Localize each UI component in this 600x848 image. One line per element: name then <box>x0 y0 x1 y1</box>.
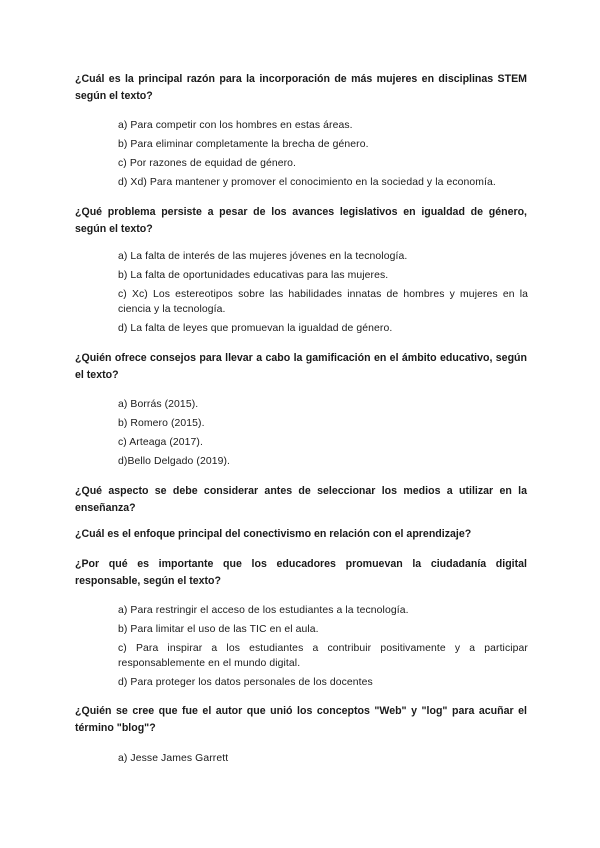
option-1c: c) Por razones de equidad de género. <box>118 158 297 169</box>
option-6c: c) Para inspirar a los estudiantes a contribuir positivamente y a participar responsablemente en el mundo digital. <box>118 643 528 669</box>
question-4: ¿Qué aspecto se debe considerar antes de seleccionar los medios a utilizar en la enseñanza? <box>75 485 527 514</box>
option-3c: c) Arteaga (2017). <box>118 437 203 448</box>
option-3b: b) Romero (2015). <box>118 418 205 429</box>
option-3a: a) Borrás (2015). <box>118 399 199 410</box>
question-3-options <box>118 397 528 473</box>
question-7-options <box>118 751 528 770</box>
option-6d: d) Para proteger los datos personales de los docentes <box>118 677 373 688</box>
question-6-options <box>118 603 528 694</box>
question-1-options <box>118 118 528 194</box>
question-3: ¿Quién ofrece consejos para llevar a cabo la gamificación en el ámbito educativo, según el texto? <box>75 352 527 381</box>
option-6b: b) Para limitar el uso de las TIC en el aula. <box>118 624 319 635</box>
option-3d: d)Bello Delgado (2019). <box>118 456 231 467</box>
question-6: ¿Por qué es importante que los educadores promuevan la ciudadanía digital responsable, según el texto? <box>75 558 527 587</box>
question-2-options <box>118 249 528 340</box>
option-1d: d) Xd) Para mantener y promover el conocimiento en la sociedad y la economía. <box>118 177 496 188</box>
option-2b: b) La falta de oportunidades educativas para las mujeres. <box>118 270 389 281</box>
option-1a: a) Para competir con los hombres en estas áreas. <box>118 120 353 131</box>
option-2c: c) Xc) Los estereotipos sobre las habilidades innatas de hombres y mujeres en la ciencia y la tecnología. <box>118 289 528 315</box>
option-1b: b) Para eliminar completamente la brecha de género. <box>118 139 369 150</box>
option-2a: a) La falta de interés de las mujeres jóvenes en la tecnología. <box>118 251 408 262</box>
question-2: ¿Qué problema persiste a pesar de los avances legislativos en igualdad de género, según el texto? <box>75 206 527 235</box>
option-6a: a) Para restringir el acceso de los estudiantes a la tecnología. <box>118 605 409 616</box>
question-5: ¿Cuál es el enfoque principal del conectivismo en relación con el aprendizaje? <box>75 528 472 540</box>
option-2d: d) La falta de leyes que promuevan la igualdad de género. <box>118 323 393 334</box>
question-7: ¿Quién se cree que fue el autor que unió los conceptos "Web" y "log" para acuñar el término "blog"? <box>75 705 527 734</box>
option-7a: a) Jesse James Garrett <box>118 753 229 764</box>
question-1: ¿Cuál es la principal razón para la incorporación de más mujeres en disciplinas STEM según el texto? <box>75 73 527 102</box>
